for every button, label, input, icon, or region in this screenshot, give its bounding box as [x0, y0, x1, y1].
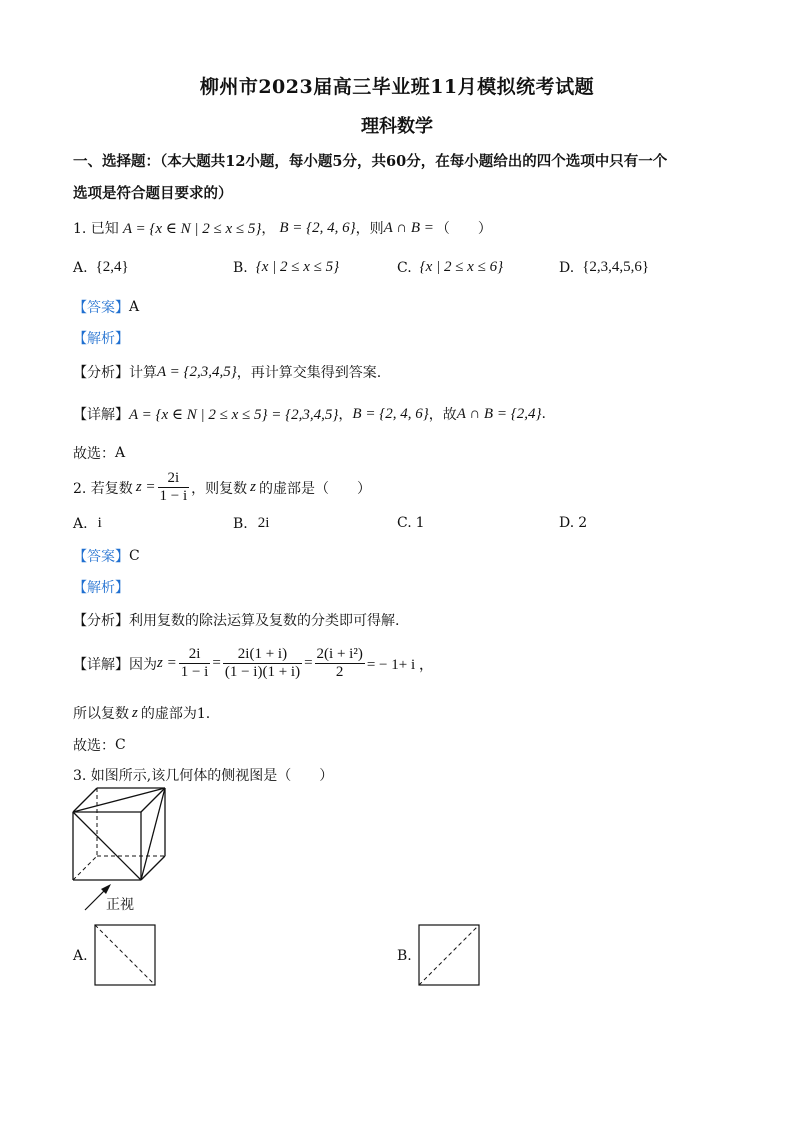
option-label: C.: [397, 259, 412, 276]
option-a-dashed-diagonal: [95, 925, 155, 985]
edge: [73, 788, 165, 812]
fraction-denominator: 1 − i: [180, 664, 209, 680]
view-label: 正视: [106, 897, 134, 913]
choose-label: 故选：: [73, 446, 115, 462]
conclusion-z: z: [132, 704, 138, 721]
detail-pre: 因为: [129, 656, 157, 673]
fenxi-tag: 【分析】: [73, 613, 129, 629]
answer-tag: 【答案】: [73, 300, 129, 316]
q3-option-a-label: A.: [73, 948, 88, 964]
fraction-denominator: 1 − i: [159, 488, 188, 504]
detail-z: z =: [157, 655, 177, 671]
q1-comma: ，: [261, 221, 276, 237]
fraction-denominator: 2: [335, 664, 344, 680]
q2-analysis-tag: 【解析】: [73, 580, 129, 596]
q2-number: 2. 若复数: [73, 480, 133, 497]
option-text: i: [97, 515, 102, 531]
equals-sign: =: [304, 655, 313, 671]
detail-tag: 【详解】: [73, 407, 129, 423]
option-text: 2: [578, 515, 588, 531]
q1-analysis-tag: 【解析】: [73, 331, 129, 347]
edge: [141, 788, 165, 880]
option-label: A.: [73, 259, 88, 276]
option-label: B.: [233, 259, 248, 276]
option-label: A.: [73, 515, 88, 532]
answer-tag: 【答案】: [73, 549, 129, 565]
q1-expr: A ∩ B =: [383, 219, 434, 236]
q3-stem: 3. 如图所示,该几何体的侧视图是（ ）: [73, 768, 334, 784]
conclusion-post: 的虚部为1.: [140, 706, 211, 722]
fenxi-math: A = {2,3,4,5}: [157, 363, 237, 380]
answer-value: A: [129, 299, 140, 315]
equals-sign: =: [212, 655, 221, 671]
fraction-numerator: 2i: [158, 470, 190, 488]
fenxi-post: ，再计算交集得到答案.: [236, 365, 382, 381]
subject-title: 理科数学: [361, 116, 433, 137]
choose-value: C: [115, 737, 126, 753]
choose-label: 故选：: [73, 738, 115, 754]
fenxi-tag: 【分析】: [73, 365, 129, 381]
q2-stem-post: ，则复数: [191, 480, 248, 497]
q3-option-b-label: B.: [397, 948, 412, 964]
option-label: B.: [233, 515, 248, 532]
detail-result: = − 1+ i ，: [366, 657, 434, 673]
option-text: 1: [415, 515, 425, 531]
detail-comma: ，: [338, 407, 353, 423]
detail-period: .: [541, 406, 546, 422]
q1-set-a: A = {x ∈ N | 2 ≤ x ≤ 5}: [122, 220, 262, 237]
q2-stem-z: z: [250, 479, 257, 495]
conclusion-pre: 所以复数: [73, 706, 129, 722]
section-heading-line2: 选项是符合题目要求的）: [73, 185, 233, 202]
section-heading-line1: 一、选择题：（本大题共12小题，每小题5分，共60分，在每小题给出的四个选项中只有一个: [73, 153, 668, 170]
q2-z: z =: [135, 479, 156, 495]
fenxi-pre: 计算: [129, 365, 157, 381]
option-text: {2,4}: [95, 259, 129, 275]
hidden-edge: [73, 856, 97, 880]
detail-mid: ，故: [428, 407, 457, 423]
fraction-numerator: 2(i + i²): [316, 646, 363, 662]
option-b-dashed-diagonal: [419, 925, 479, 985]
fenxi-text: 利用复数的除法运算及复数的分类即可得解.: [129, 613, 400, 629]
fraction-numerator: 2i(1 + i): [223, 646, 302, 664]
option-label: D.: [559, 515, 575, 531]
option-text: {x | 2 ≤ x ≤ 6}: [419, 259, 504, 275]
detail-math-1: A = {x ∈ N | 2 ≤ x ≤ 5} = {2,3,4,5}: [129, 406, 339, 423]
detail-math-3: A ∩ B = {2,4}: [456, 405, 542, 422]
page-title: 柳州市2023届高三毕业班11月模拟统考试题: [199, 76, 595, 98]
fraction-denominator: (1 − i)(1 + i): [224, 664, 301, 680]
detail-math-2: B = {2, 4, 6}: [352, 405, 429, 422]
answer-value: C: [129, 548, 140, 564]
option-text: {x | 2 ≤ x ≤ 5}: [255, 259, 340, 275]
option-text: {2,3,4,5,6}: [582, 259, 650, 275]
option-text: 2i: [257, 515, 270, 531]
option-label: C.: [397, 515, 412, 531]
detail-tag: 【详解】: [73, 656, 129, 673]
q1-paren: （ ）: [435, 221, 492, 237]
q1-number: 1. 已知: [73, 221, 119, 237]
option-label: D.: [559, 259, 575, 276]
q1-then: ，则: [355, 221, 384, 237]
q1-set-b: B = {2, 4, 6}: [279, 219, 356, 236]
q2-stem-end: 的虚部是（ ）: [259, 480, 372, 497]
choose-value: A: [115, 445, 126, 461]
fraction-numerator: 2i: [179, 646, 211, 664]
